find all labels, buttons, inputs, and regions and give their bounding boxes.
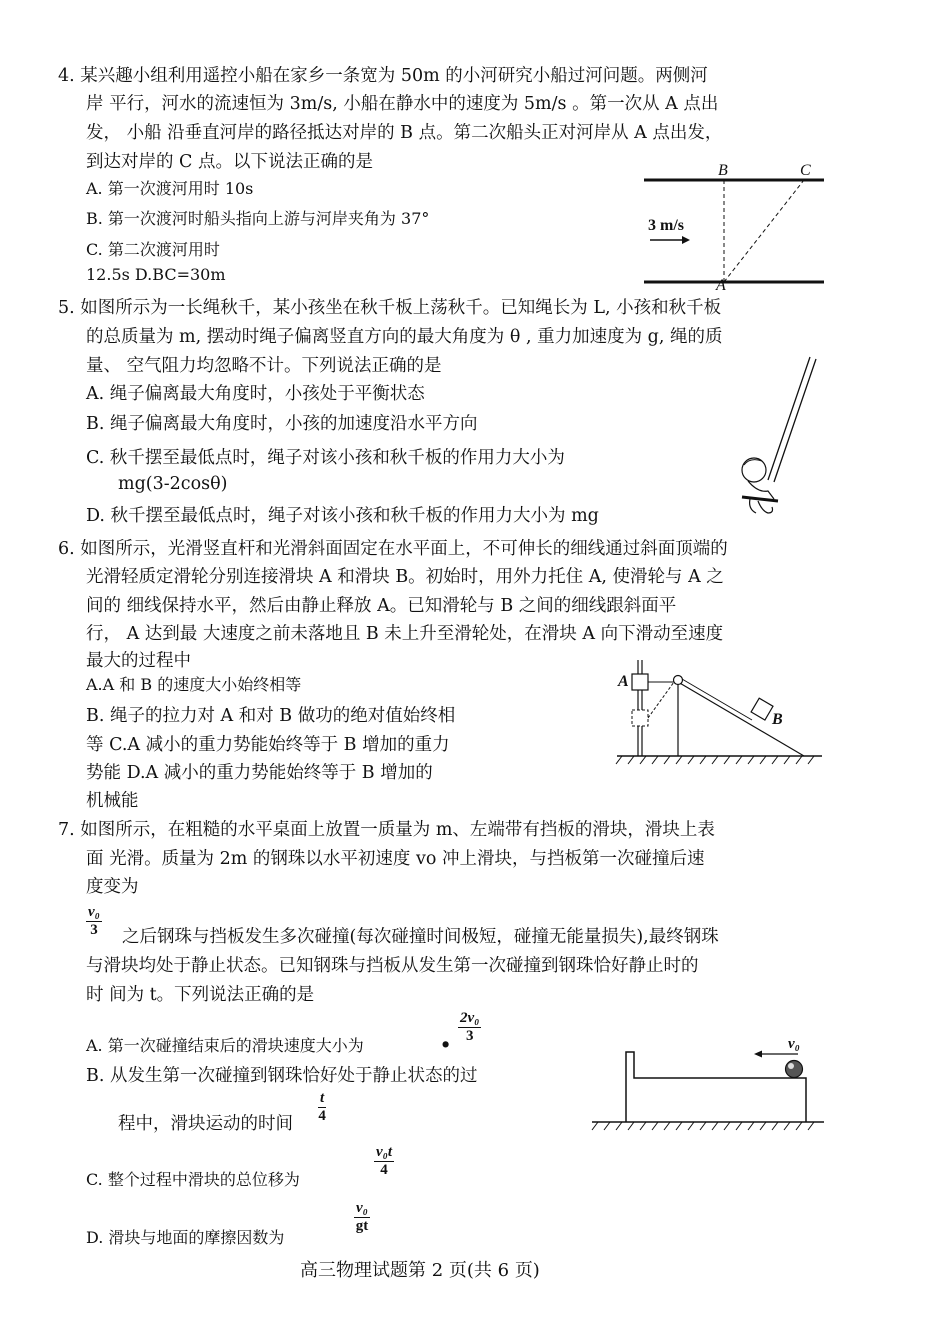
q7-line2: 面 光滑。质量为 2m 的钢珠以水平初速度 vo 冲上滑块，与挡板第一次碰撞后速 bbox=[86, 849, 705, 869]
q7-fraction-a: $\frac{\text{2v₀}}{3}$ bbox=[460, 1010, 480, 1044]
q6-label-a: A bbox=[618, 673, 629, 690]
q4-line4: 到达对岸的 C 点。以下说法正确的是 bbox=[86, 152, 374, 172]
q6-label-b: B bbox=[772, 711, 783, 728]
q4-label-b: B bbox=[718, 162, 728, 179]
q4-option-c-d: 12.5s D.BC=30m bbox=[86, 265, 226, 284]
q7-option-a-dot: • bbox=[440, 1036, 452, 1056]
q5-option-c: C. 秋千摆至最低点时，绳子对该小孩和秋千板的作用力大小为 bbox=[86, 448, 565, 468]
q6-option-d-end: 机械能 bbox=[86, 791, 139, 811]
q4-label-c: C bbox=[800, 162, 811, 179]
q5-line2: 的总质量为 m, 摆动时绳子偏离竖直方向的最大角度为 θ , 重力加速度为 g, 绳的质 bbox=[86, 327, 723, 347]
q7-fraction-v0-3: $\frac{\text{v₀}}{3}$ bbox=[88, 904, 100, 938]
q7-option-b-cont: 程中，滑块运动的时间 bbox=[118, 1114, 293, 1134]
q4-option-c: C. 第二次渡河用时 bbox=[86, 240, 220, 259]
q5-line3: 量、 空气阻力均忽略不计。下列说法正确的是 bbox=[86, 356, 442, 376]
q5-option-c-formula: mg(3-2cosθ) bbox=[118, 474, 228, 494]
child-head bbox=[742, 458, 766, 482]
q5-option-a: A. 绳子偏离最大角度时，小孩处于平衡状态 bbox=[86, 384, 425, 404]
block-a bbox=[632, 674, 648, 690]
q6-option-c-d: 势能 D.A 减小的重力势能始终等于 B 增加的 bbox=[86, 763, 433, 783]
q5-option-d: D. 秋千摆至最低点时，绳子对该小孩和秋千板的作用力大小为 mg bbox=[86, 506, 599, 526]
q6-option-b: B. 绳子的拉力对 A 和对 B 做功的绝对值始终相 bbox=[86, 706, 456, 726]
q7-label-v0: v₀ bbox=[788, 1036, 800, 1052]
q7-option-d: D. 滑块与地面的摩擦因数为 bbox=[86, 1228, 285, 1247]
incline-surface bbox=[678, 682, 804, 756]
q4-option-b: B. 第一次渡河时船头指向上游与河岸夹角为 37° bbox=[86, 209, 430, 228]
q5-swing-figure bbox=[730, 355, 820, 525]
q4-line2: 岸 平行，河水的流速恒为 3m/s, 小船在静水中的速度为 5m/s 。第一次从 A 点出 bbox=[86, 94, 719, 114]
q4-line3: 发， 小船 沿垂直河岸的路径抵达对岸的 B 点。第二次船头正对河岸从 A 点出发， bbox=[86, 123, 723, 143]
q6-option-b-c: 等 C.A 减小的重力势能始终等于 B 增加的重力 bbox=[86, 735, 450, 755]
q7-line6: 时 间为 t。下列说法正确的是 bbox=[86, 985, 315, 1005]
q6-line1: 6. 如图所示，光滑竖直杆和光滑斜面固定在水平面上，不可伸长的细线通过斜面顶端的 bbox=[58, 539, 728, 559]
q7-fraction-d: $\frac{\text{v₀}}{gt}$ bbox=[355, 1200, 369, 1234]
q7-slider-figure bbox=[588, 1032, 828, 1132]
q7-line4: 之后钢珠与挡板发生多次碰撞(每次碰撞时间极短，碰撞无能量损失),最终钢珠 bbox=[122, 927, 719, 947]
q4-label-a: A bbox=[716, 277, 726, 294]
q7-fraction-b: $\frac{t}{4}$ bbox=[318, 1090, 326, 1124]
q4-option-a: A. 第一次渡河用时 10s bbox=[86, 179, 254, 198]
q7-option-b: B. 从发生第一次碰撞到钢珠恰好处于静止状态的过 bbox=[86, 1066, 478, 1086]
q6-incline-figure bbox=[612, 652, 827, 767]
q7-option-c: C. 整个过程中滑块的总位移为 bbox=[86, 1170, 300, 1189]
ground-hatch bbox=[616, 756, 814, 764]
slider-with-baffle bbox=[626, 1052, 806, 1122]
block-b bbox=[751, 698, 773, 720]
q6-line3: 间的 细线保持水平，然后由静止释放 A。已知滑轮与 B 之间的细线跟斜面平 bbox=[86, 596, 677, 616]
pulley bbox=[674, 676, 683, 685]
block-a-later bbox=[632, 710, 648, 726]
q7-line5: 与滑块均处于静止状态。已知钢珠与挡板从发生第一次碰撞到钢珠恰好静止时的 bbox=[86, 956, 699, 976]
q6-line5: 最大的过程中 bbox=[86, 651, 191, 671]
q4-line1: 4. 某兴趣小组利用遥控小船在家乡一条宽为 50m 的小河研究小船过河问题。两侧河 bbox=[58, 66, 708, 86]
table-hatch bbox=[592, 1122, 814, 1130]
q6-line2: 光滑轻质定滑轮分别连接滑块 A 和滑块 B。初始时，用外力托住 A, 使滑轮与 A 之 bbox=[86, 567, 724, 587]
q4-label-speed: 3 m/s bbox=[648, 217, 684, 234]
q6-line4: 行， A 达到最 大速度之前未落地且 B 未上升至滑轮处，在滑块 A 向下滑动至速度 bbox=[86, 624, 724, 644]
q6-option-a: A.A 和 B 的速度大小始终相等 bbox=[86, 675, 302, 694]
page-footer: 高三物理试题第 2 页(共 6 页) bbox=[300, 1260, 540, 1281]
q4-river-figure bbox=[640, 160, 830, 294]
q5-option-b: B. 绳子偏离最大角度时，小孩的加速度沿水平方向 bbox=[86, 414, 478, 434]
q7-line3: 度变为 bbox=[86, 877, 139, 897]
q5-line1: 5. 如图所示为一长绳秋千，某小孩坐在秋千板上荡秋千。已知绳长为 L, 小孩和秋千板 bbox=[58, 298, 722, 318]
q7-line1: 7. 如图所示，在粗糙的水平桌面上放置一质量为 m、左端带有挡板的滑块，滑块上表 bbox=[58, 820, 715, 840]
steel-ball bbox=[786, 1061, 803, 1078]
q7-fraction-c: $\frac{\text{v₀t}}{4}$ bbox=[376, 1144, 393, 1178]
q7-option-a: A. 第一次碰撞结束后的滑块速度大小为 bbox=[86, 1036, 364, 1055]
